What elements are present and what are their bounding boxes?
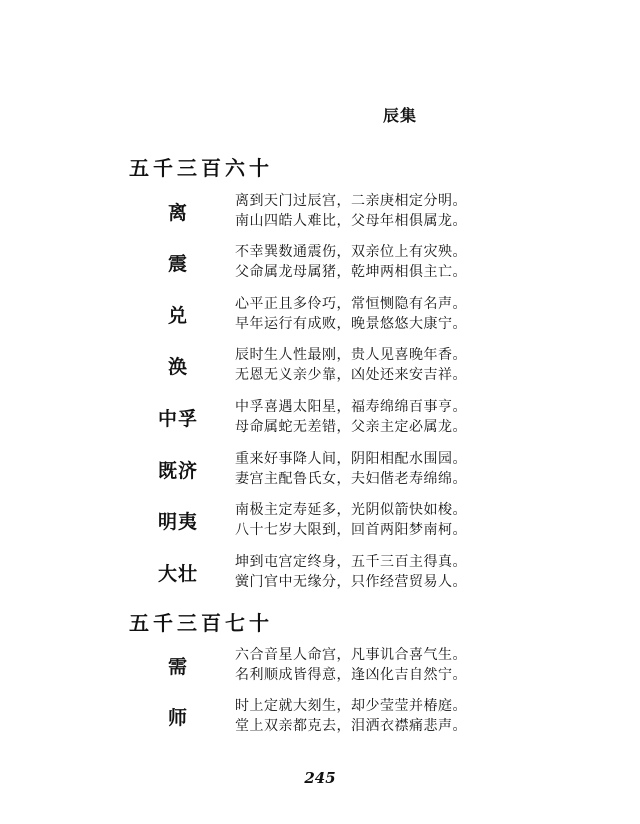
verse-line: 无恩无义亲少靠，凶处还来安吉祥。	[235, 367, 467, 383]
verse-entry	[150, 294, 470, 338]
verse-line: 名利顺成皆得意，逢凶化吉自然宁。	[235, 667, 467, 683]
verse-entry	[150, 696, 470, 740]
page-number: 245	[304, 769, 336, 787]
hexagram-name: 既济	[157, 460, 198, 482]
verse-line: 心平正且多伶巧，常恒恻隐有名声。	[235, 296, 467, 312]
verse-entry	[150, 500, 470, 544]
verse-line: 母命属蛇无差错，父亲主定必属龙。	[235, 419, 467, 435]
verse-line: 八十七岁大限到，回首两阳梦南柯。	[235, 522, 467, 538]
hexagram-name: 师	[167, 707, 188, 729]
hexagram-name: 需	[167, 656, 188, 678]
verse-line: 父命属龙母属猪，乾坤两相俱主亡。	[235, 264, 467, 280]
verse-line: 中孚喜遇太阳星，福寿绵绵百事亨。	[235, 399, 467, 415]
verse-line: 黉门官中无缘分，只作经营贸易人。	[235, 574, 467, 590]
verse-line: 六合音星人命宫，凡事讥合喜气生。	[235, 647, 467, 663]
hexagram-name: 离	[167, 202, 188, 224]
hexagram-name: 中孚	[157, 408, 198, 430]
verse-line: 坤到屯宫定终身，五千三百主得真。	[235, 554, 467, 570]
verse-line: 不幸巽数通震伤，双亲位上有灾殃。	[235, 244, 467, 260]
section-title: 五千三百七十	[129, 611, 273, 635]
verse-line: 妻宫主配鲁氏女，夫妇偕老寿绵绵。	[235, 471, 467, 487]
running-head: 辰集	[383, 106, 418, 125]
verse-entry	[150, 552, 470, 596]
section-title: 五千三百六十	[129, 156, 273, 180]
hexagram-name: 大壮	[157, 563, 198, 585]
verse-line: 堂上双亲都克去，泪洒衣襟痛悲声。	[235, 718, 467, 734]
verse-line: 辰时生人性最刚，贵人见喜晚年香。	[235, 347, 467, 363]
hexagram-name: 明夷	[157, 511, 198, 533]
verse-line: 南极主定寿延多，光阴似箭快如梭。	[235, 502, 467, 518]
verse-line: 离到天门过辰宫，二亲庚相定分明。	[235, 193, 467, 209]
verse-line: 重来好事降人间，阴阳相配水围园。	[235, 451, 467, 467]
verse-line: 南山四皓人难比，父母年相俱属龙。	[235, 213, 467, 229]
verse-entry	[150, 345, 470, 389]
verse-entry	[150, 242, 470, 286]
verse-entry	[150, 397, 470, 441]
hexagram-name: 涣	[167, 356, 188, 378]
verse-line: 时上定就大刻生，却少莹莹并椿庭。	[235, 698, 467, 714]
hexagram-name: 震	[167, 253, 188, 275]
verse-entry	[150, 449, 470, 493]
hexagram-name: 兑	[167, 305, 188, 327]
verse-entry	[150, 191, 470, 235]
verse-entry	[150, 645, 470, 689]
verse-line: 早年运行有成败，晚景悠悠大康宁。	[235, 316, 467, 332]
